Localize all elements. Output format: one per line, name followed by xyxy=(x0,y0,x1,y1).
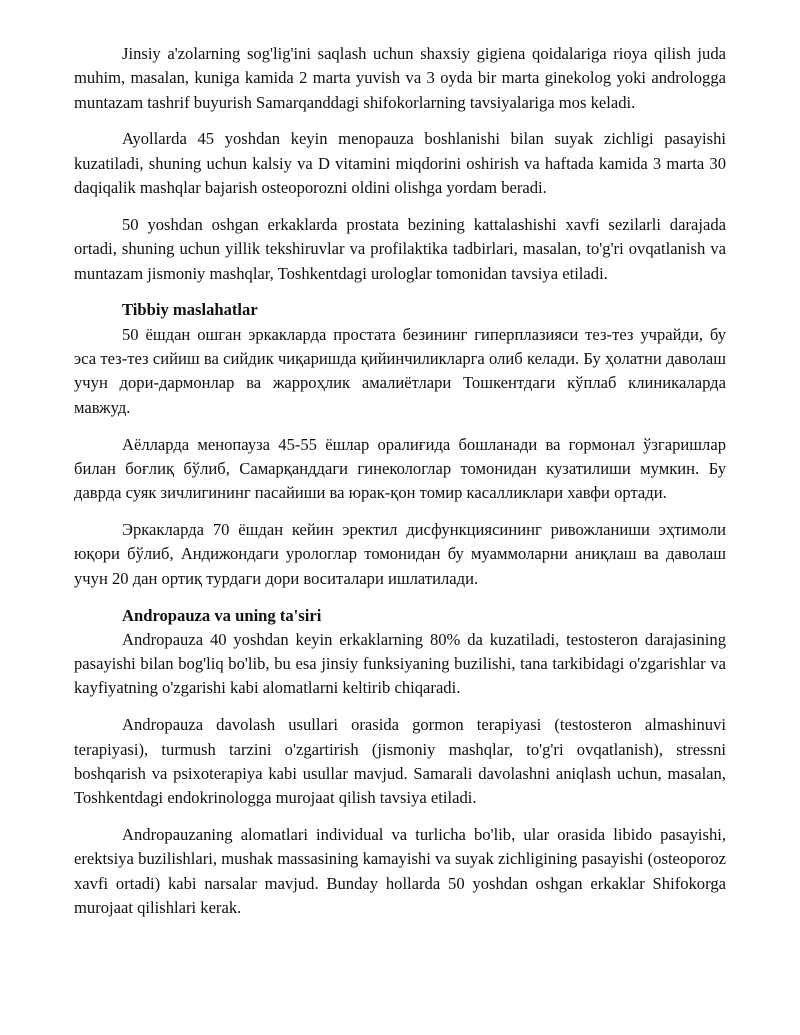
paragraph-menopause-cyrillic: Аёлларда менопауза 45-55 ёшлар оралиғида бошланади ва гормонал ўзгаришлар билан боғлиқ бўлиб, Самарқанддаги гинекологлар томонидан кузатилиши мумкин. Бу даврда суяк зичлигининг пасайиши ва юрак-қон томир касалликлари хавфи ортади. xyxy=(74,434,726,503)
paragraph-gap xyxy=(74,420,726,433)
document-page xyxy=(74,42,726,920)
section-heading-medical-advice: Tibbiy maslahatlar xyxy=(122,300,258,320)
paragraph-prostate-cyrillic: 50 ёшдан ошган эркакларда простата безининг гиперплазияси тез-тез учрайди, бу эса тез-тез сийиш ва сийдик чиқаришда қийинчиликларга олиб келади. Бу ҳолатни даволаш учун дори-дармонлар ва жарроҳлик амалиётлари Тошкентдаги кўплаб клиникаларда мавжуд. xyxy=(74,324,726,417)
paragraph-gap xyxy=(74,505,726,518)
paragraph-hygiene: Jinsiy a'zolarning sog'lig'ini saqlash uchun shaxsiy gigiena qoidalariga rioya qilish juda muhim, masalan, kuniga kamida 2 marta yuvish va 3 oyda bir marta ginekolog yoki andrologga muntazam tashrif buyurish Samarqanddagi shifokorlarning tavsiyalariga mos keladi. xyxy=(74,44,726,112)
paragraph-andropause-symptoms: Andropauzaning alomatlari individual va turlicha bo'lib, ular orasida libido pasayishi, erektsiya buzilishlari, mushak massasining kamayishi va suyak zichligining pasayishi (osteoporoz xavfi ortadi) kabi narsalar mavjud. Bunday hollarda 50 yoshdan oshgan erkaklar Shifokorga murojaat qilishlari kerak. xyxy=(74,825,726,917)
paragraph-andropause-treatment: Andropauza davolash usullari orasida gormon terapiyasi (testosteron almashinuvi terapiyasi), turmush tarzini o'zgartirish (jismoniy mashqlar, to'g'ri ovqatlanish), stressni boshqarish va psixoterapiya kabi usullar mavjud. Samarali davolashni aniqlash uchun, masalan, Toshkentdagi endokrinologga murojaat qilish tavsiya etiladi. xyxy=(74,715,726,808)
section-heading-andropause: Andropauza va uning ta'siri xyxy=(122,605,322,625)
paragraph-gap xyxy=(74,286,726,299)
paragraph-gap xyxy=(74,810,726,823)
paragraph-menopause-bone: Ayollarda 45 yoshdan keyin menopauza boshlanishi bilan suyak zichligi pasayishi kuzatiladi, shuning uchun kalsiy va D vitamini miqdorini oshirish va haftada kamida 3 marta 30 daqiqalik mashqlar bajarish osteoporozni oldini olishga yordam beradi. xyxy=(74,129,726,198)
paragraph-gap xyxy=(74,591,726,604)
paragraph-gap xyxy=(74,200,726,213)
paragraph-prostate-uz: 50 yoshdan oshgan erkaklarda prostata bezining kattalashishi xavfi sezilarli darajada ortadi, shuning uchun yillik tekshiruvlar va profilaktika tadbirlari, masalan, to'g'ri ovqatlanish va muntazam jismoniy mashqlar, Toshkentdagi urologlar tomonidan tavsiya etiladi. xyxy=(74,214,726,283)
paragraph-gap xyxy=(74,701,726,714)
paragraph-andropause-intro: Andropauza 40 yoshdan keyin erkaklarning 80% da kuzatiladi, testosteron darajasining pasayishi bilan bog'liq bo'lib, bu esa jinsiy funksiyaning buzilishi, tana tarkibidagi o'zgarishlar va kayfiyatning o'zgarishi kabi alomatlarni keltirib chiqaradi. xyxy=(74,629,726,698)
paragraph-erectile-cyrillic: Эркакларда 70 ёшдан кейин эректил дисфункциясининг ривожланиши эҳтимоли юқори бўлиб, Андижондаги урологлар томонидан бу муаммоларни аниқлаш ва даволаш учун 20 дан ортиқ турдаги дори воситалари ишлатилади. xyxy=(74,520,726,588)
paragraph-gap xyxy=(74,115,726,128)
